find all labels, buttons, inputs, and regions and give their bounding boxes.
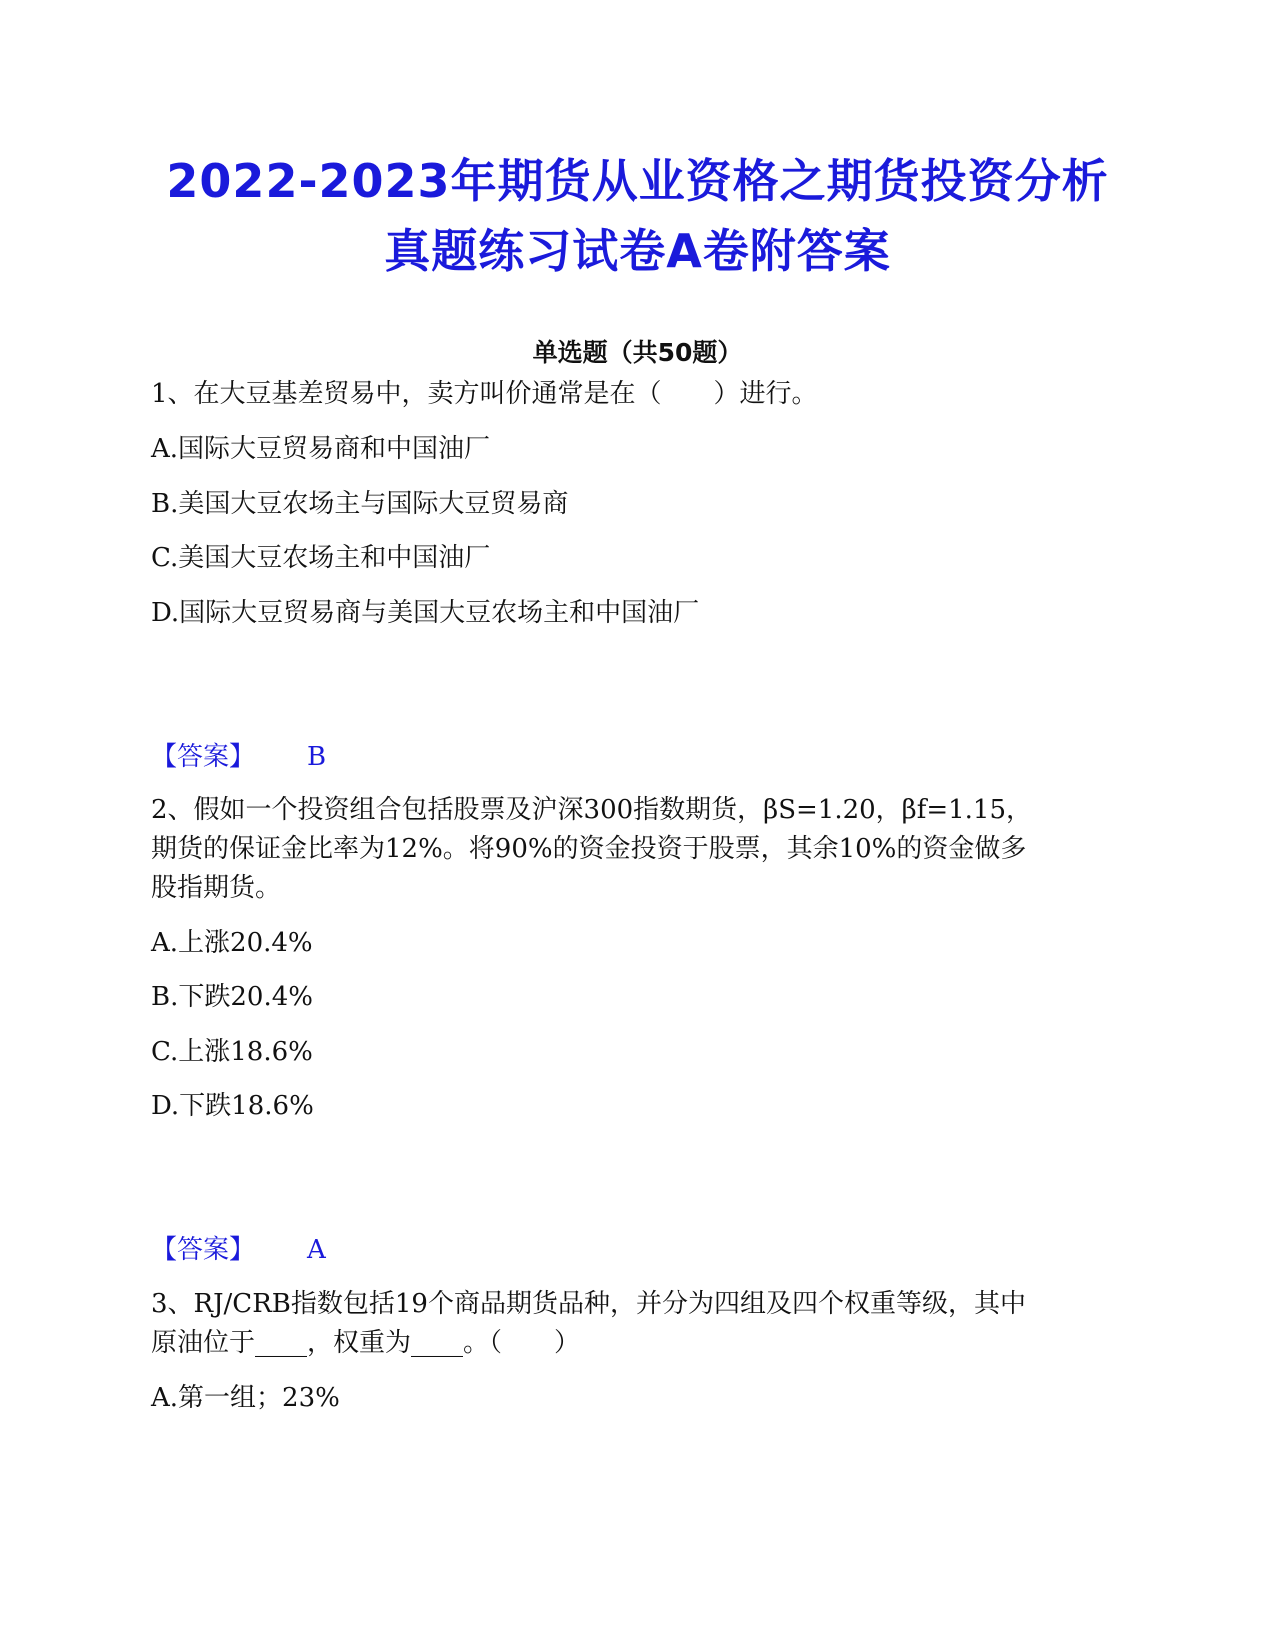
question-1-option-a: A.国际大豆贸易商和中国油厂 [151, 434, 491, 464]
document-title-line-2: 真题练习试卷A卷附答案 [384, 224, 891, 278]
question-1-option-d: D.国际大豆贸易商与美国大豆农场主和中国油厂 [151, 598, 700, 628]
answer-value: A [307, 1235, 326, 1265]
question-2-stem-line-3: 股指期货。 [151, 873, 282, 903]
question-2-stem-line-2: 期货的保证金比率为12%。将90%的资金投资于股票，其余10%的资金做多 [151, 834, 1027, 864]
answer-label: 【答案】 [151, 742, 256, 772]
question-2-option-c: C.上涨18.6% [151, 1037, 313, 1067]
question-1-option-c: C.美国大豆农场主和中国油厂 [151, 543, 491, 573]
question-3-option-a: A.第一组；23% [151, 1383, 340, 1413]
question-3-stem-line-2: 原油位于____，权重为____。（ ） [151, 1328, 581, 1358]
answer-label: 【答案】 [151, 1235, 256, 1265]
question-1-stem: 1、在大豆基差贸易中，卖方叫价通常是在（ ）进行。 [151, 379, 818, 409]
question-2-option-a: A.上涨20.4% [151, 928, 313, 958]
question-2-answer [151, 1237, 326, 1263]
answer-value: B [307, 742, 327, 772]
question-3-stem-line-1: 3、RJ/CRB指数包括19个商品期货品种，并分为四组及四个权重等级，其中 [151, 1289, 1026, 1319]
document-title-line-1: 2022-2023年期货从业资格之期货投资分析 [166, 154, 1109, 208]
question-1-answer [151, 744, 326, 770]
question-1-option-b: B.美国大豆农场主与国际大豆贸易商 [151, 489, 569, 519]
question-2-option-d: D.下跌18.6% [151, 1091, 314, 1121]
question-2-option-b: B.下跌20.4% [151, 982, 313, 1012]
section-heading: 单选题（共50题） [532, 338, 743, 367]
question-2-stem-line-1: 2、假如一个投资组合包括股票及沪深300指数期货，βS=1.20，βf=1.15， [151, 795, 1033, 825]
